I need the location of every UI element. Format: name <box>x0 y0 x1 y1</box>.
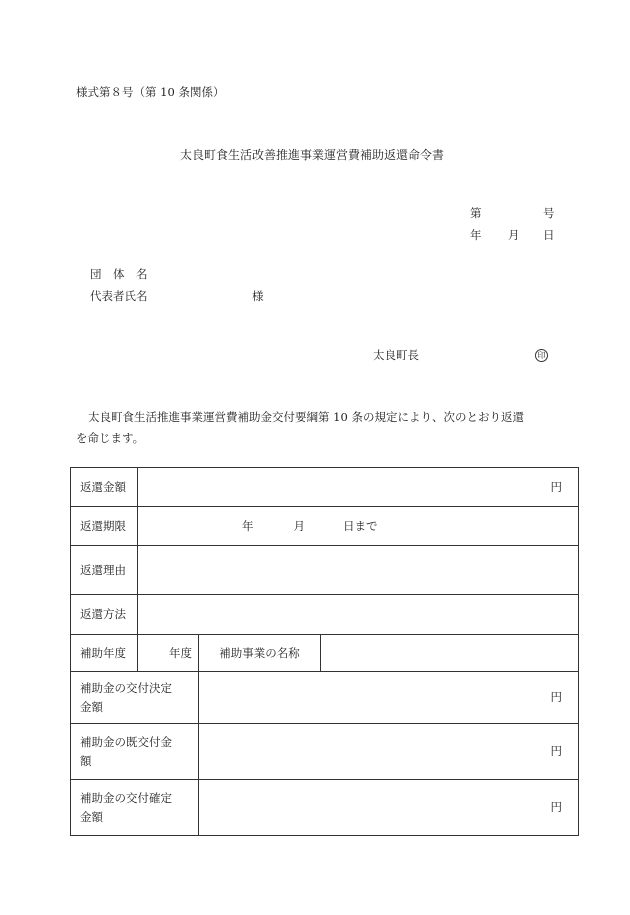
table-row-reason <box>71 546 579 595</box>
table-row-fiscal-year <box>71 635 579 672</box>
return-order-table <box>70 467 579 836</box>
confirmed-label-line-1: 補助金の交付確定 <box>80 790 172 805</box>
doc-number-prefix: 第 <box>470 206 482 220</box>
amount-value: 円 <box>138 468 579 507</box>
body-line-1: 太良町食生活推進事業運営費補助金交付要綱第 10 条の規定により、次のとおり返還 <box>88 410 524 424</box>
seal-mark <box>535 347 548 362</box>
date-month: 月 <box>508 228 520 242</box>
table-row-amount <box>71 468 579 507</box>
table-row-method <box>71 595 579 635</box>
confirmed-amount-label <box>71 780 199 836</box>
body-line-2: を命じます。 <box>76 431 145 445</box>
confirmed-amount-value: 円 <box>199 780 579 836</box>
method-label: 返還方法 <box>71 595 138 635</box>
paid-amount-value: 円 <box>199 724 579 780</box>
date-day: 日 <box>543 228 555 242</box>
project-name-value <box>321 635 579 672</box>
honorific: 様 <box>252 289 264 303</box>
decided-amount-value: 円 <box>199 672 579 724</box>
table-row-paid-amount <box>71 724 579 780</box>
decided-label-line-1: 補助金の交付決定 <box>80 680 172 695</box>
document-title: 太良町食生活改善推進事業運営費補助返還命令書 <box>180 148 445 162</box>
representative-label: 代表者氏名 <box>90 289 148 303</box>
paid-label-line-2: 額 <box>80 753 92 768</box>
decided-amount-label <box>71 672 199 724</box>
form-number: 様式第８号（第 10 条関係） <box>76 85 225 99</box>
table-row-decided-amount <box>71 672 579 724</box>
org-name-label: 団 体 名 <box>90 267 148 281</box>
table-row-confirmed-amount <box>71 780 579 836</box>
seal-icon: 印 <box>535 349 548 362</box>
method-value <box>138 595 579 635</box>
deadline-year: 年 <box>242 518 254 533</box>
fiscal-year-unit: 年度 <box>138 635 199 672</box>
reason-label: 返還理由 <box>71 546 138 595</box>
deadline-day: 日まで <box>343 518 378 533</box>
project-name-label: 補助事業の名称 <box>199 635 321 672</box>
decided-label-line-2: 金額 <box>80 699 103 714</box>
doc-number-suffix: 号 <box>543 206 555 220</box>
paid-amount-label <box>71 724 199 780</box>
table-row-deadline <box>71 507 579 546</box>
body-paragraph <box>76 407 566 449</box>
paid-label-line-1: 補助金の既交付金 <box>80 734 172 749</box>
reason-value <box>138 546 579 595</box>
date-year: 年 <box>470 228 482 242</box>
amount-label: 返還金額 <box>71 468 138 507</box>
deadline-value <box>138 507 579 546</box>
deadline-month: 月 <box>293 518 305 533</box>
fiscal-year-label: 補助年度 <box>71 635 138 672</box>
deadline-label: 返還期限 <box>71 507 138 546</box>
issuer-title: 太良町長 <box>373 348 419 362</box>
confirmed-label-line-2: 金額 <box>80 809 103 824</box>
